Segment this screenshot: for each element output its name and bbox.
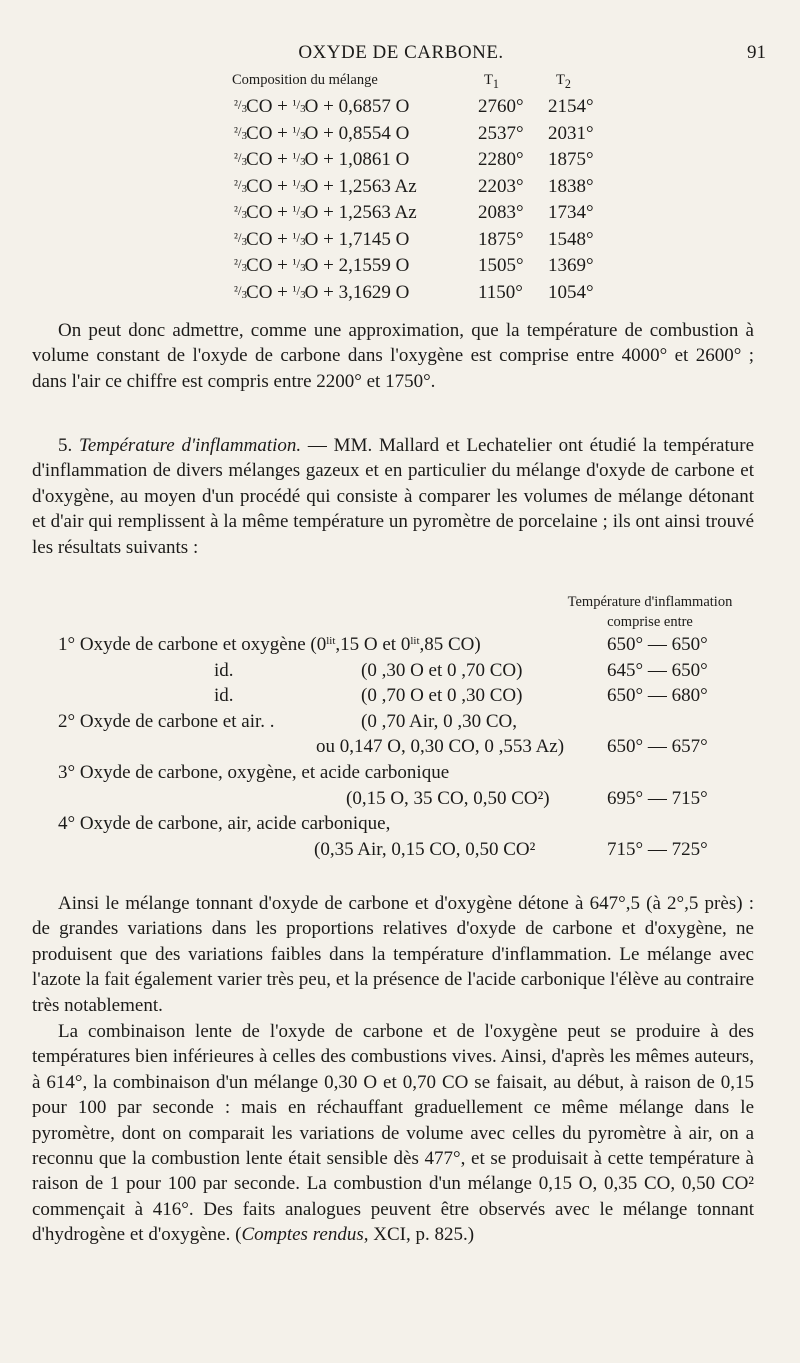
t1-cell: 1875° (478, 228, 524, 250)
citation-reference: , XCI, p. 825.) (363, 1224, 475, 1246)
mixture-text: (0 ,70 O et 0 ,30 CO) (361, 685, 523, 707)
t2-cell: 1734° (548, 202, 594, 223)
paragraph-text: Ainsi le mélange tonnant d'oxyde de carbone et d'oxygène détone à 647°,5 (à 2°,5 près) : de grandes variations dans les proportions relatives d'oxyde de carbone et d'oxygène, ne produisent que des variations faibles dans la température d'inflammation. Le mélange avec l'azote la fait également varier très peu, et la présence de l'acide carbonique l'élève au contraire très notablement. (32, 893, 754, 1016)
temperature-range: 715° — 725° (607, 838, 708, 860)
temperature-range: 650° — 650° (607, 634, 708, 655)
table-row (0, 788, 800, 814)
temperature-range: 645° — 650° (607, 659, 708, 681)
header-composition: Composition du mélange (232, 72, 378, 88)
inflammation-table-header (540, 592, 760, 632)
mixture-label: 4° Oxyde de carbone, air, acide carbonique, (58, 813, 391, 835)
table-row (0, 176, 800, 203)
mixture-cell: $^2/_3CO + ^1/_3O + 1,2563$ Az (234, 175, 417, 197)
temperature-range: 650° — 657° (607, 736, 708, 758)
t2-cell: 1875° (548, 149, 594, 170)
citation-title: Comptes rendus (241, 1224, 364, 1246)
mixture-text: 1° Oxyde de carbone et oxygène ($0^{lit},15$ O et $0^{lit},85$ CO) (58, 634, 481, 655)
mixture-text: (0 ,70 Air, 0 ,30 CO, (361, 710, 517, 732)
running-title: OXYDE DE CARBONE. (298, 42, 504, 63)
inflammation-table (0, 634, 800, 864)
mixture-text: (0,15 O, 35 CO, 0,50 CO²) (346, 787, 550, 809)
table-row (0, 229, 800, 256)
mixture-label: id. (214, 685, 234, 707)
t2-cell: 2154° (548, 96, 594, 117)
paragraph-combustion-temperature (32, 318, 754, 394)
mixture-cell: $^2/_3CO + ^1/_3O + 2,1559$ O (234, 255, 410, 276)
paragraph-text: La combinaison lente de l'oxyde de carbone et de l'oxygène peut se produire à des températures bien inférieures à celles des combustions vives. Ainsi, d'après les mêmes auteurs, à 614°, la combinaison d'un mélange 0,30 O et 0,70 CO se faisait, au début, à raison de 0,15 pour 100 par seconde : mais en réchauffant graduellement ce même mélange dans le pyromètre, dont on comparait les variations de volume avec celles du pyromètre à air, on a reconnu que la combustion lente était sensible dès 477°, et se produisait à cette température à raison de 1 pour 100 par seconde. La combustion d'un mélange 0,15 O, 0,35 CO, 0,50 CO² commençait à 416°. Des faits analogues peuvent être observés avec le mélange tonnant d'hydrogène et d'oxygène. ( (32, 1021, 754, 1246)
header-t1: $T_1$ (484, 72, 499, 91)
mixture-text: (0,35 Air, 0,15 CO, 0,50 CO² (314, 838, 536, 860)
mixture-cell: $^2/_3CO + ^1/_3O + 3,1629$ O (234, 281, 410, 303)
t1-cell: 2760° (478, 96, 524, 117)
t1-cell: 2280° (478, 149, 524, 170)
t2-cell: 1054° (548, 281, 594, 303)
t1-cell: 2203° (478, 175, 524, 197)
t1-cell: 2083° (478, 202, 524, 223)
table-row (0, 660, 800, 686)
mixture-text: (0 ,30 O et 0 ,70 CO) (361, 659, 523, 681)
table-row (0, 839, 800, 865)
table-row (0, 96, 800, 123)
page-number: 91 (747, 42, 766, 63)
mixture-label: 3° Oxyde de carbone, oxygène, et acide carbonique (58, 761, 450, 783)
table-row (0, 149, 800, 176)
table-row (0, 685, 800, 711)
paragraph-text: On peut donc admettre, comme une approximation, que la température de combustion à volume constant de l'oxyde de carbone dans l'oxygène est comprise entre 4000° et 2600° ; dans l'air ce chiffre est compris entre 2200° et 1750°. (32, 320, 754, 392)
mixture-label: id. (214, 659, 234, 681)
mixture-label: 2° Oxyde de carbone et air. . (58, 710, 275, 732)
table-row (0, 762, 800, 788)
t2-cell: 1838° (548, 175, 594, 197)
mixture-text: ou 0,147 O, 0,30 CO, 0 ,553 Az) (316, 736, 565, 758)
mixture-cell: $^2/_3CO + ^1/_3O + 1,0861$ O (234, 149, 410, 170)
section-number: 5. (58, 435, 73, 456)
combustion-table (0, 96, 800, 308)
table-row (0, 202, 800, 229)
table-row (0, 736, 800, 762)
paragraph-slow-combustion (32, 1019, 754, 1248)
mixture-cell: $^2/_3CO + ^1/_3O + 1,7145$ O (234, 228, 410, 250)
table-row (0, 711, 800, 737)
table-row (0, 813, 800, 839)
header-t2: $T_2$ (556, 72, 571, 91)
temperature-range: 650° — 680° (607, 685, 708, 707)
mixture-cell: $^2/_3CO + ^1/_3O + 1,2563$ Az (234, 202, 417, 223)
t2-cell: 1548° (548, 228, 594, 250)
t1-cell: 1150° (478, 281, 523, 303)
mixture-cell: $^2/_3CO + ^1/_3O + 0,8554$ O (234, 122, 410, 144)
page-header (32, 42, 770, 72)
header-line: comprise entre (607, 614, 693, 630)
paragraph-inflammation-intro (32, 433, 754, 560)
table-row (0, 255, 800, 282)
t1-cell: 1505° (478, 255, 524, 276)
header-line: Température d'inflammation (567, 594, 733, 610)
table-row (0, 634, 800, 660)
mixture-cell: $^2/_3CO + ^1/_3O + 0,6857$ O (234, 96, 410, 117)
temperature-range: 695° — 715° (607, 787, 708, 809)
paragraph-text: — MM. Mallard et Lechatelier ont étudié la température d'inflammation de divers mélanges gazeux et en particulier du mélange d'oxyde de carbone et d'oxygène, au moyen d'un procédé qui consiste à comparer les volumes de mélange détonant et d'air qui remplissent à la même température un pyromètre de porcelaine ; ils ont ainsi trouvé les résultats suivants : (32, 435, 754, 558)
table-row (0, 123, 800, 150)
table-row (0, 282, 800, 309)
paragraph-detonation (32, 891, 754, 1018)
t1-cell: 2537° (478, 122, 524, 144)
section-title: Température d'inflammation. (79, 435, 302, 456)
t2-cell: 1369° (548, 255, 594, 276)
t2-cell: 2031° (548, 122, 594, 144)
